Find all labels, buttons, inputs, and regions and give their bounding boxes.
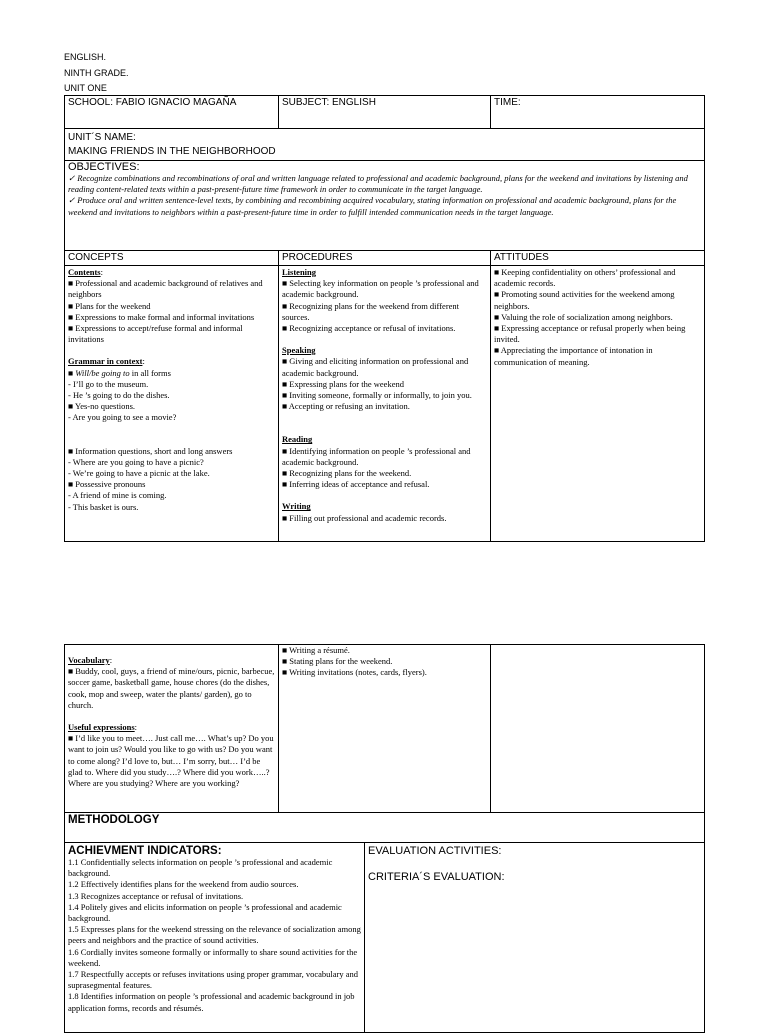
objective-2: ✓ Produce oral and written sentence-level texts, by combining and recombining acquired vocabulary, stating information on professional and academic background, plans for the weekend and invitations to neighbors within a past-present-future time in order to fulfill intended communication needs in the target language. bbox=[68, 195, 677, 217]
attitudes-cont-cell bbox=[491, 645, 705, 813]
subject-cell bbox=[279, 96, 491, 129]
concepts-header-label: CONCEPTS bbox=[68, 252, 124, 263]
writing-item: ■ Filling out professional and academic records. bbox=[282, 512, 447, 523]
grammar-item: - Are you going to see a movie? bbox=[68, 412, 177, 423]
achievement-item: 1.7 Respectfully accepts or refuses invitations using proper grammar, vocabulary and suprasegmental features. bbox=[68, 969, 358, 991]
achievement-cell bbox=[65, 843, 365, 1033]
achievement-item: 1.6 Cordially invites someone formally or informally to share sound activities for the weekend. bbox=[68, 946, 358, 968]
concepts-header bbox=[65, 251, 279, 266]
methodology-cell bbox=[65, 813, 705, 843]
speaking-item: ■ Inviting someone, formally or informally, to join you. bbox=[282, 390, 472, 401]
speaking-item: ■ Expressing plans for the weekend bbox=[282, 378, 404, 389]
procedure-item: ■ Stating plans for the weekend. bbox=[282, 656, 393, 667]
listening-item: ■ Selecting key information on people ’s professional and academic background. bbox=[282, 278, 479, 300]
attitudes-cell bbox=[491, 266, 705, 542]
concepts-cell: Contents: ■ Professional and academic background of relatives and neighbors ■ Plans for the weekend ■ Expressions to make formal and informal invitations ■ Expressions to accept/refuse formal and informal invitations Grammar in context: ■ Will/be going to in all forms - I’ll go to the museum. - He ’s going to do the dishes. ■ Yes-no questions. - Are you going to see a movie? ■ Information questions, short and long answers - Where are you going to have a picnic? - We’re going to have a picnic at the lake. ■ Possessive pronouns - A friend of mine is coming. - This basket is ours. bbox=[65, 266, 279, 542]
grammar-item: - This basket is ours. bbox=[68, 501, 139, 512]
useful-expressions-text: ■ I’d like you to meet…. Just call me…. What’s up? Do you want to join us? Would you like to go with us? Do you want to come along? I’d love to, but… I’m sorry, but… I’d be glad to. Where did you study….? Where did you work…..? Where are you studying? Where are you working? bbox=[68, 733, 274, 789]
evaluation-cell bbox=[365, 843, 705, 1033]
objectives-title: OBJECTIVES: bbox=[68, 161, 140, 173]
objectives-cell bbox=[65, 161, 705, 251]
reading-title: Reading bbox=[282, 434, 313, 445]
contents-item: ■ Professional and academic background of relatives and neighbors bbox=[68, 278, 263, 300]
listening-title: Listening bbox=[282, 267, 317, 277]
reading-item: ■ Recognizing plans for the weekend. bbox=[282, 468, 412, 479]
methodology-title: METHODOLOGY bbox=[68, 814, 160, 826]
unit-name-label: UNIT´S NAME: bbox=[68, 132, 136, 143]
doc-grade-line: NINTH GRADE. bbox=[64, 68, 129, 78]
procedures-cont-cell bbox=[279, 645, 491, 813]
procedure-item: ■ Writing a résumé. bbox=[282, 645, 350, 655]
vocabulary-cell: Vocabulary: ■ Buddy, cool, guys, a friend of mine/ours, picnic, barbecue, soccer game, basketball game, house chores (do the dishes, cook, mop and sweep, water the plants/ garden), go to church. Useful expressions: ■ I’d like you to meet…. Just call me…. What’s up? Do you want to join us? Would you like to go with us? Do you want to come along? I’d love to, but… I’m sorry, but… I’d be glad to. Where did you study….? Where did you work…..? Where are you studying? Where are you working? bbox=[65, 645, 279, 813]
speaking-item: ■ Giving and eliciting information on professional and academic background. bbox=[282, 356, 469, 378]
evaluation-activities-label: EVALUATION ACTIVITIES: bbox=[368, 845, 502, 857]
procedures-cell bbox=[279, 266, 491, 542]
achievement-item: 1.5 Expresses plans for the weekend stressing on the relevance of socialization among peers and neighbors and the practice of sound activities. bbox=[68, 924, 361, 946]
grammar-item: ■ Information questions, short and long answers bbox=[68, 445, 233, 456]
useful-expressions-title: Useful expressions bbox=[68, 722, 135, 733]
time-label: TIME: bbox=[494, 97, 521, 108]
doc-subject-line: ENGLISH. bbox=[64, 52, 107, 62]
planning-table-page2 bbox=[64, 644, 705, 1033]
school-cell bbox=[65, 96, 279, 129]
grammar-item: ■ Possessive pronouns bbox=[68, 479, 146, 490]
grammar-title: Grammar in context bbox=[68, 356, 143, 367]
listening-item: ■ Recognizing plans for the weekend from different sources. bbox=[282, 300, 460, 322]
contents-item: ■ Expressions to accept/refuse formal and informal invitations bbox=[68, 323, 243, 345]
procedures-header bbox=[279, 251, 491, 266]
grammar-item: - He ’s going to do the dishes. bbox=[68, 390, 170, 401]
procedure-item: ■ Writing invitations (notes, cards, flyers). bbox=[282, 667, 427, 678]
objective-1: ✓ Recognize combinations and recombinations of oral and written language related to professional and academic background, plans for the weekend and invitations by listening and reading content-related texts within a past-present-future time framework in order to communicate in the target language. bbox=[68, 173, 688, 195]
grammar-item: - We’re going to have a picnic at the lake. bbox=[68, 468, 210, 479]
subject-label: SUBJECT: ENGLISH bbox=[282, 97, 376, 108]
writing-title: Writing bbox=[282, 501, 311, 512]
doc-unit-line: UNIT ONE bbox=[64, 83, 107, 93]
listening-item: ■ Recognizing acceptance or refusal of invitations. bbox=[282, 323, 456, 334]
achievement-item: 1.4 Politely gives and elicits information on people ’s professional and academic background. bbox=[68, 901, 342, 924]
contents-title: Contents bbox=[68, 267, 101, 277]
contents-item: ■ Plans for the weekend bbox=[68, 300, 151, 311]
grammar-item: ■ Yes-no questions. bbox=[68, 401, 136, 412]
achievement-item: 1.3 Recognizes acceptance or refusal of invitations. bbox=[68, 890, 244, 901]
speaking-item: ■ Accepting or refusing an invitation. bbox=[282, 401, 410, 412]
achievement-item: 1.8 Identifies information on people ’s professional and academic background in job application forms, records and résumés. bbox=[68, 991, 355, 1013]
attitude-item: ■ Promoting sound activities for the weekend among neighbors. bbox=[494, 289, 675, 311]
contents-item: ■ Expressions to make formal and informal invitations bbox=[68, 311, 255, 322]
vocabulary-title: Vocabulary bbox=[68, 655, 110, 665]
attitude-item: ■ Valuing the role of socialization among neighbors. bbox=[494, 311, 673, 322]
grammar-item: - A friend of mine is coming. bbox=[68, 490, 167, 501]
planning-table-page1 bbox=[64, 95, 705, 542]
grammar-item: - Where are you going to have a picnic? bbox=[68, 456, 204, 467]
procedures-header-label: PROCEDURES bbox=[282, 252, 353, 263]
reading-item: ■ Identifying information on people ’s professional and academic background. bbox=[282, 445, 471, 467]
vocabulary-text: ■ Buddy, cool, guys, a friend of mine/ours, picnic, barbecue, soccer game, basketball game, house chores (do the dishes, cook, mop and sweep, water the plants/ garden), go to church. bbox=[68, 666, 275, 710]
attitude-item: ■ Appreciating the importance of intonation in communication of meaning. bbox=[494, 345, 653, 367]
attitude-item: ■ Expressing acceptance or refusal properly when being invited. bbox=[494, 323, 686, 345]
speaking-title: Speaking bbox=[282, 345, 316, 356]
grammar-will-item: ■ Will/be going to bbox=[68, 367, 130, 378]
unit-name-cell bbox=[65, 129, 705, 161]
criteria-evaluation-label: CRITERIA´S EVALUATION: bbox=[368, 871, 505, 883]
grammar-item: - I’ll go to the museum. bbox=[68, 378, 149, 389]
school-label: SCHOOL: FABIO IGNACIO MAGAÑA bbox=[68, 97, 237, 108]
achievement-title: ACHIEVMENT INDICATORS: bbox=[68, 845, 222, 857]
attitude-item: ■ Keeping confidentiality on others’ professional and academic records. bbox=[494, 267, 676, 289]
reading-item: ■ Inferring ideas of acceptance and refusal. bbox=[282, 479, 430, 490]
unit-name-value: MAKING FRIENDS IN THE NEIGHBORHOOD bbox=[68, 146, 276, 157]
time-cell bbox=[491, 96, 705, 129]
achievement-item: 1.2 Effectively identifies plans for the weekend from audio sources. bbox=[68, 879, 299, 890]
attitudes-header-label: ATTITUDES bbox=[494, 252, 549, 263]
attitudes-header bbox=[491, 251, 705, 266]
achievement-item: 1.1 Confidentially selects information on people ’s professional and academic background. bbox=[68, 857, 333, 879]
grammar-will-rest: in all forms bbox=[129, 367, 171, 378]
